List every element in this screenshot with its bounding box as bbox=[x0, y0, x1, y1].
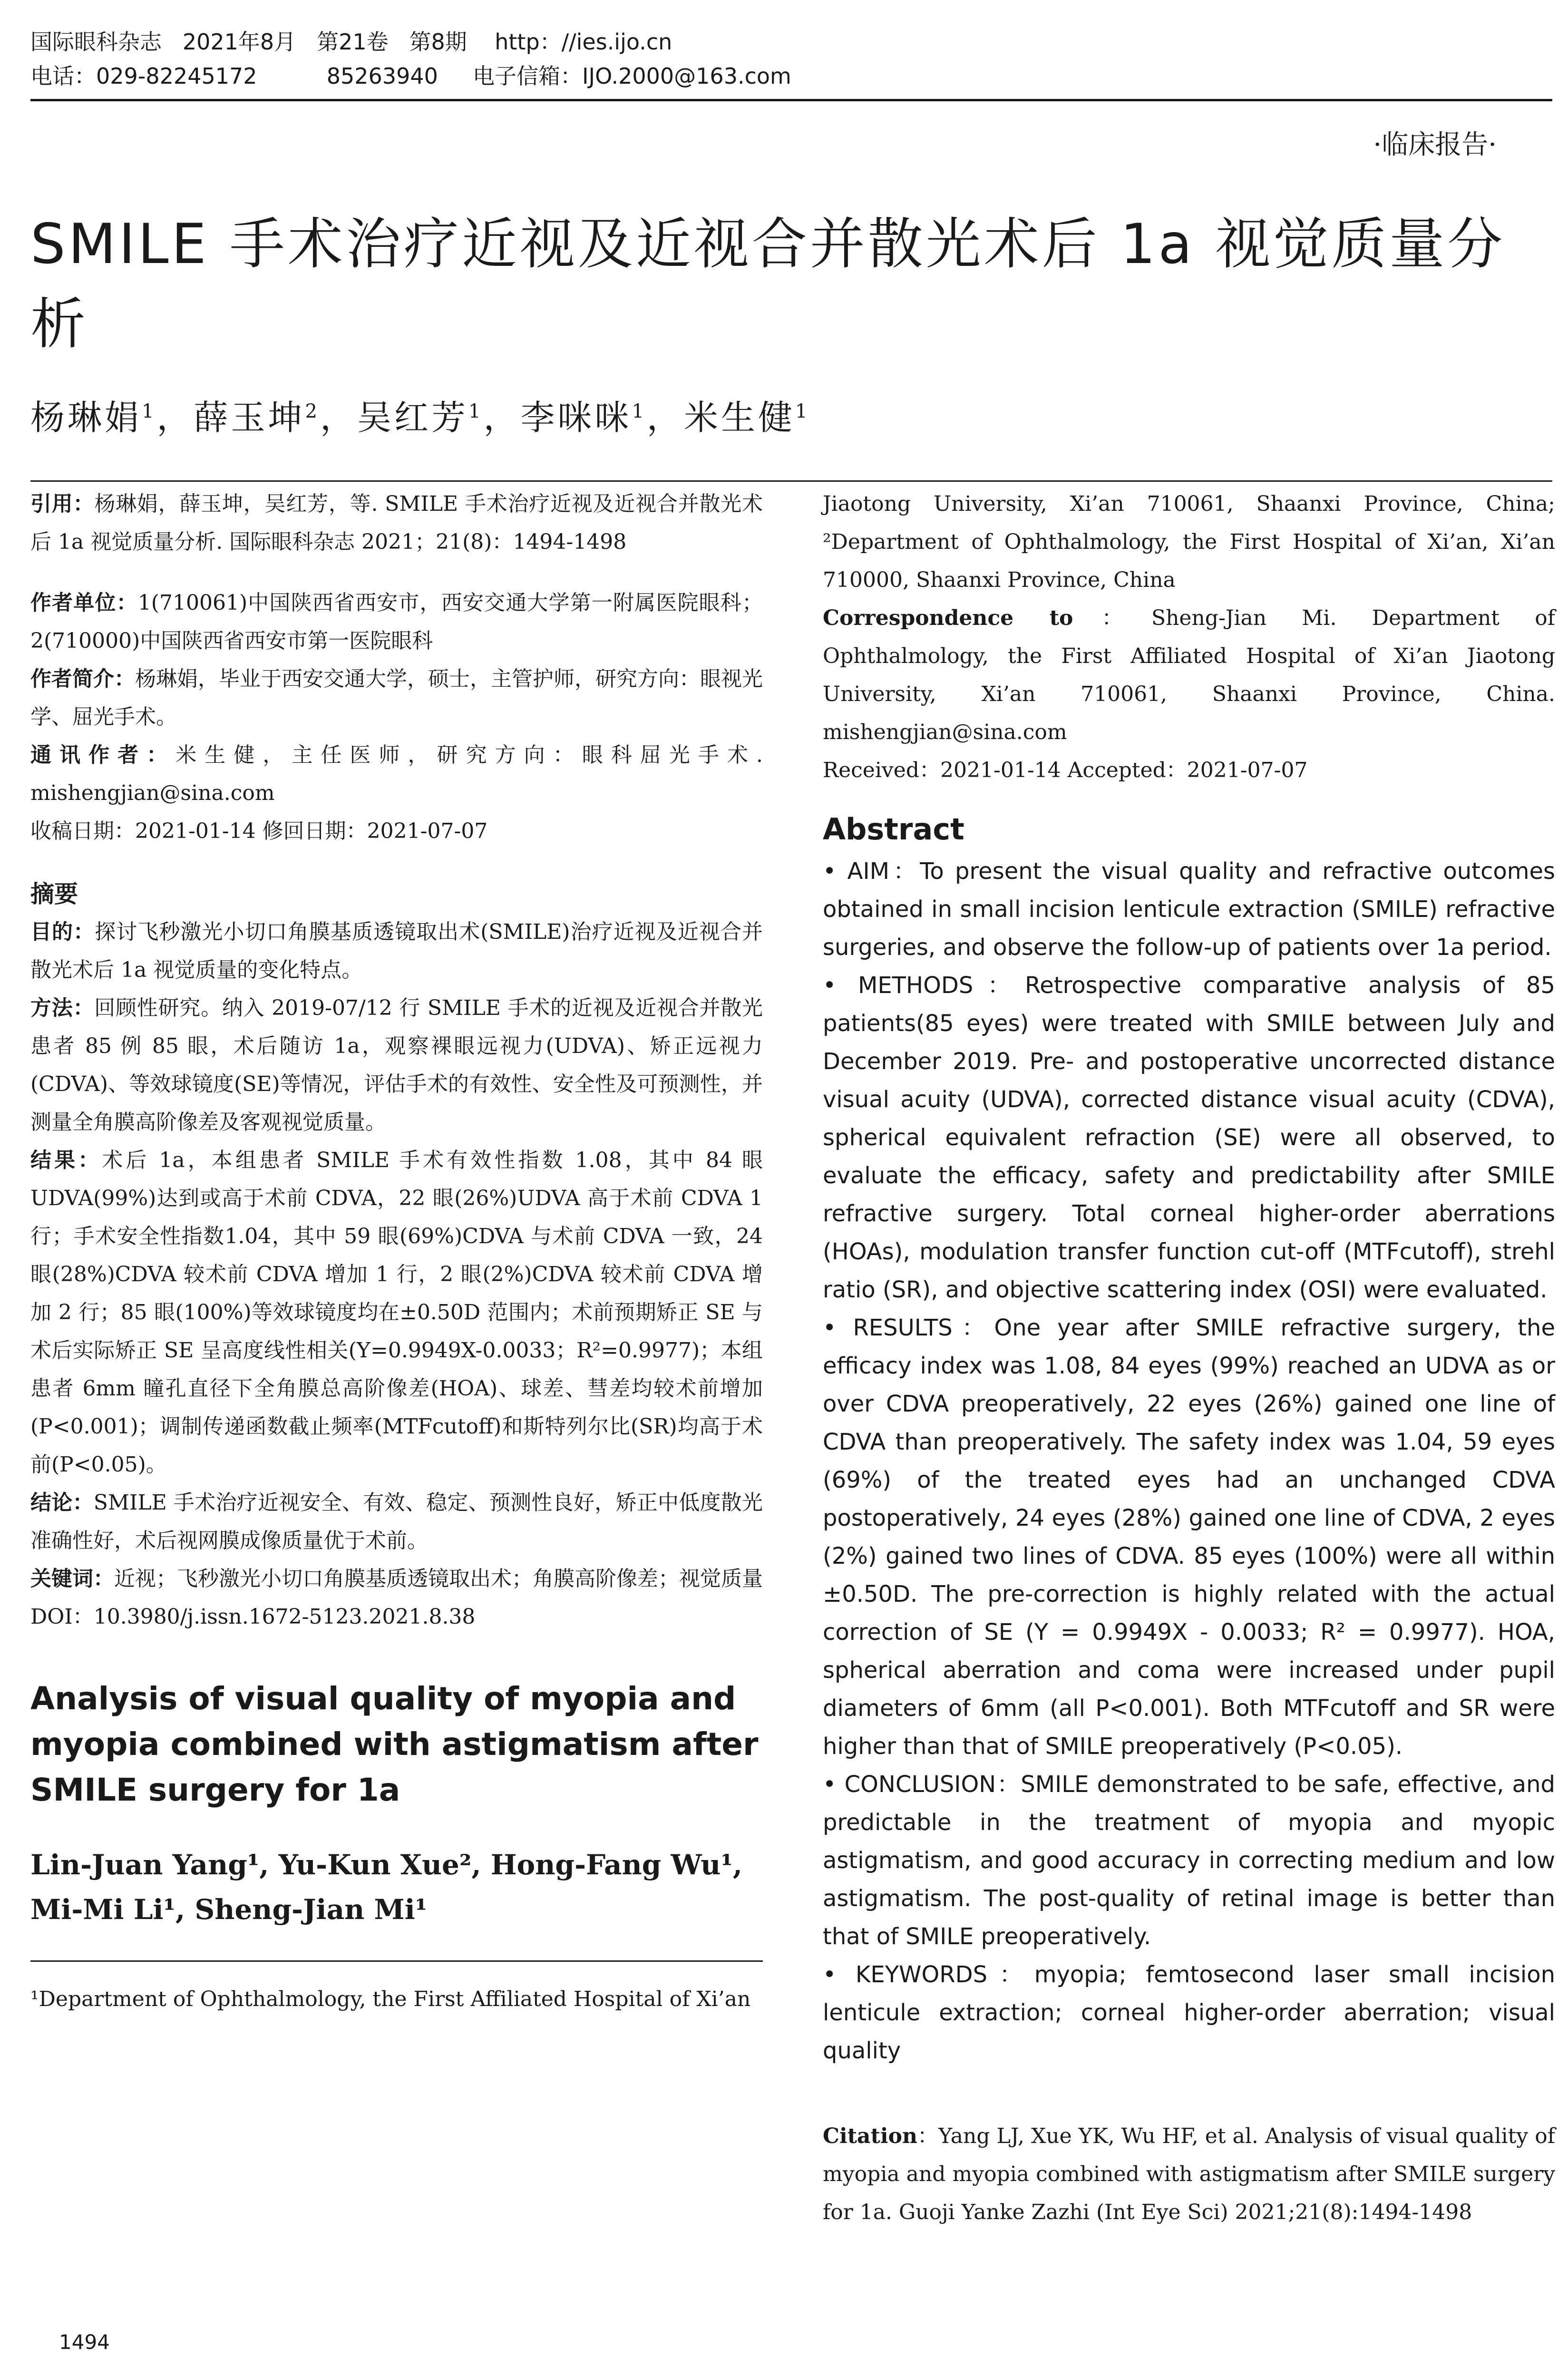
affiliation-cn bbox=[30, 584, 763, 660]
english-title: Analysis of visual quality of myopia and myopia combined with astigmatism after SMILE surgery for 1a bbox=[30, 1680, 759, 1808]
left-column bbox=[30, 485, 763, 2018]
author-name: 杨琳娟 bbox=[30, 398, 142, 438]
abstract-heading-cn: 摘要 bbox=[30, 880, 78, 908]
author-name: 吴红芳 bbox=[357, 398, 468, 438]
affiliation-label: 作者单位： bbox=[30, 591, 138, 615]
footnote-rule bbox=[30, 1960, 763, 1962]
affiliation-footnote: ¹Department of Ophthalmology, the First Affiliated Hospital of Xi’an bbox=[30, 1987, 751, 2011]
objective-label: 目的： bbox=[30, 920, 95, 944]
results-label: 结果： bbox=[30, 1148, 102, 1172]
conclusion-text: SMILE 手术治疗近视安全、有效、稳定、预测性良好，矫正中低度散光准确性好，术后视网膜成像质量优于术前。 bbox=[30, 1490, 763, 1553]
author-affiliation-mark: 2 bbox=[305, 400, 320, 422]
keywords-label: 关键词： bbox=[30, 1567, 114, 1591]
author-name: 李咪咪 bbox=[520, 398, 632, 438]
correspondence-text: ：Sheng-Jian Mi. Department of Ophthalmology, the First Affiliated Hospital of Xi’an Jiaotong University, Xi’an 710061, Shaanxi Province, China. mishengjian@sina.com bbox=[823, 606, 1556, 744]
citation-en-label: Citation bbox=[823, 2124, 917, 2148]
citation-en-text: ：Yang LJ, Xue YK, Wu HF, et al. Analysis of visual quality of myopia and myopia combined with astigmatism after SMILE surgery for 1a. Guoji Yanke Zazhi (Int Eye Sci) 2021;21(8):1494-1498 bbox=[823, 2124, 1555, 2224]
author-name: 米生健 bbox=[683, 398, 795, 438]
citation-label: 引用： bbox=[30, 492, 95, 516]
corresponding-label: 通讯作者： bbox=[30, 743, 176, 767]
keywords-text: 近视；飞秒激光小切口角膜基质透镜取出术；角膜高阶像差；视觉质量 bbox=[114, 1567, 763, 1591]
abstract-conclusion bbox=[30, 1484, 763, 1560]
abstract-methods-en: • METHODS：Retrospective comparative analysis of 85 patients(85 eyes) were treated with SMILE between July and December 2019. Pre- and postoperative uncorrected distance visual acuity (UDVA), corrected distance visual acuity (CDVA), spherical equivalent refraction (SE) were all observed, to evaluate the efficacy, safety and predictability after SMILE refractive surgery. Total corneal higher-order aberrations (HOAs), modulation transfer function cut-off (MTFcutoff), strehl ratio (SR), and objective scattering index (OSI) were evaluated. bbox=[823, 972, 1555, 1303]
results-text: 术后 1a，本组患者 SMILE 手术有效性指数 1.08，其中 84 眼 UDVA(99%)达到或高于术前 CDVA，22 眼(26%)UDVA 高于术前 CDVA 1 行；手术安全性指数1.04，其中 59 眼(69%)CDVA 与术前 CDVA 一致，24 眼(28%)CDVA 较术前 CDVA 增加 1 行，2 眼(2%)CDVA 较术前 CDVA 增加 2 行；85 眼(100%)等效球镜度均在±0.50D 范围内；术前预期矫正 SE 与术后实际矫正 SE 呈高度线性相关(Y=0.9949X-0.0033；R²=0.9977)；本组患者 6mm 瞳孔直径下全角膜总高阶像差(HOA)、球差、彗差均较术前增加(P<0.001)；调制传递函数截止频率(MTFcutoff)和斯特列尔比(SR)均高于术前(P<0.05)。 bbox=[30, 1148, 763, 1477]
author-affiliation-mark: 1 bbox=[142, 400, 157, 422]
author-affiliation-mark: 1 bbox=[632, 400, 647, 422]
author-bio bbox=[30, 660, 763, 736]
doi: DOI：10.3980/j.issn.1672-5123.2021.8.38 bbox=[30, 1605, 476, 1629]
citation-text: 杨琳娟，薛玉坤，吴红芳，等. SMILE 手术治疗近视及近视合并散光术后 1a 视觉质量分析. 国际眼科杂志 2021；21(8)：1494-1498 bbox=[30, 492, 763, 554]
header-contact-line: 电话：029-82245172 85263940 电子信箱：IJO.2000@163.com bbox=[30, 63, 791, 89]
author-affiliation-mark: 1 bbox=[795, 400, 810, 422]
abstract-results bbox=[30, 1141, 763, 1484]
english-authors-line: Mi-Mi Li¹, Sheng-Jian Mi¹ bbox=[30, 1893, 428, 1926]
section-rule bbox=[30, 480, 1552, 482]
keywords-cn bbox=[30, 1560, 763, 1598]
abstract-objective bbox=[30, 913, 763, 989]
author-name: 薛玉坤 bbox=[194, 398, 305, 438]
citation-cn bbox=[30, 485, 763, 561]
corresponding-text: 米生健，主任医师，研究方向：眼科屈光手术. mishengjian@sina.com bbox=[30, 743, 763, 805]
abstract-aim: • AIM：To present the visual quality and refractive outcomes obtained in small incision lenticule extraction (SMILE) refractive surgeries, and observe the follow-up of patients over 1a period. bbox=[823, 858, 1555, 961]
abstract-conclusion-en: • CONCLUSION：SMILE demonstrated to be safe, effective, and predictable in the treatment of myopia and myopic astigmatism, and good accuracy in correcting medium and low astigmatism. The post-quality of retinal image is better than that of SMILE preoperatively. bbox=[823, 1771, 1555, 1950]
correspondence-en bbox=[823, 599, 1555, 751]
abstract-heading-en: Abstract bbox=[823, 812, 964, 847]
right-column bbox=[823, 485, 1555, 2252]
english-authors-line: Lin-Juan Yang¹, Yu-Kun Xue², Hong-Fang Wu¹, bbox=[30, 1849, 743, 1881]
abstract-results-en: • RESULTS：One year after SMILE refractive surgery, the efficacy index was 1.08, 84 eyes (99%) reached an UDVA as or over CDVA preoperatively, 22 eyes (26%) gained one line of CDVA than preoperatively. The safety index was 1.04, 59 eyes (69%) of the treated eyes had an unchanged CDVA postoperatively, 24 eyes (28%) gained one line of CDVA, 2 eyes (2%) gained two lines of CDVA. 85 eyes (100%) were all within ±0.50D. The pre-correction is highly related with the actual correction of SE (Y = 0.9949X - 0.0033; R² = 0.9977). HOA, spherical aberration and coma were increased under pupil diameters of 6mm (all P<0.001). Both MTFcutoff and SR were higher than that of SMILE preoperatively (P<0.05). bbox=[823, 1315, 1555, 1760]
page-number: 1494 bbox=[59, 2330, 110, 2354]
section-label: ·临床报告· bbox=[1373, 129, 1497, 160]
header-journal-line: 国际眼科杂志 2021年8月 第21卷 第8期 http：//ies.ijo.cn bbox=[30, 29, 672, 55]
header-rule bbox=[30, 99, 1552, 101]
methods-text: 回顾性研究。纳入 2019-07/12 行 SMILE 手术的近视及近视合并散光患者 85 例 85 眼，术后随访 1a，观察裸眼远视力(UDVA)、矫正远视力(CDVA)、等效球镜度(SE)等情况，评估手术的有效性、安全性及可预测性，并测量全角膜高阶像差及客观视觉质量。 bbox=[30, 996, 763, 1134]
keywords-en: • KEYWORDS：myopia; femtosecond laser small incision lenticule extraction; corneal higher-order aberration; visual quality bbox=[823, 1961, 1555, 2064]
english-authors bbox=[30, 1842, 763, 1932]
author-bio-label: 作者简介： bbox=[30, 667, 135, 691]
methods-label: 方法： bbox=[30, 996, 95, 1020]
correspondence-label: Correspondence to bbox=[823, 606, 1073, 630]
abstract-methods bbox=[30, 989, 763, 1141]
corresponding-author-cn bbox=[30, 736, 763, 812]
chinese-author-list: 杨琳娟$^1$，薛玉坤$^2$，吴红芳$^1$，李咪咪$^1$，米生健$^1$ bbox=[30, 398, 810, 438]
author-affiliation-mark: 1 bbox=[468, 400, 484, 422]
citation-en bbox=[823, 2117, 1555, 2231]
affiliation-en: Jiaotong University, Xi’an 710061, Shaanxi Province, China; ²Department of Ophthalmology, the First Hospital of Xi’an, Xi’an 710000, Shaanxi Province, China bbox=[823, 492, 1555, 592]
author-bio-text: 杨琳娟，毕业于西安交通大学，硕士，主管护师，研究方向：眼视光学、屈光手术。 bbox=[30, 667, 763, 729]
affiliation-text: 1(710061)中国陕西省西安市，西安交通大学第一附属医院眼科；2(710000)中国陕西省西安市第一医院眼科 bbox=[30, 591, 763, 653]
objective-text: 探讨飞秒激光小切口角膜基质透镜取出术(SMILE)治疗近视及近视合并散光术后 1a 视觉质量的变化特点。 bbox=[30, 920, 763, 982]
journal-header bbox=[30, 25, 1543, 93]
article-title: SMILE 手术治疗近视及近视合并散光术后 1a 视觉质量分析 bbox=[30, 212, 1506, 356]
conclusion-label: 结论： bbox=[30, 1490, 94, 1515]
received-accepted: Received：2021-01-14 Accepted：2021-07-07 bbox=[823, 758, 1308, 782]
dates-cn: 收稿日期：2021-01-14 修回日期：2021-07-07 bbox=[30, 819, 488, 843]
